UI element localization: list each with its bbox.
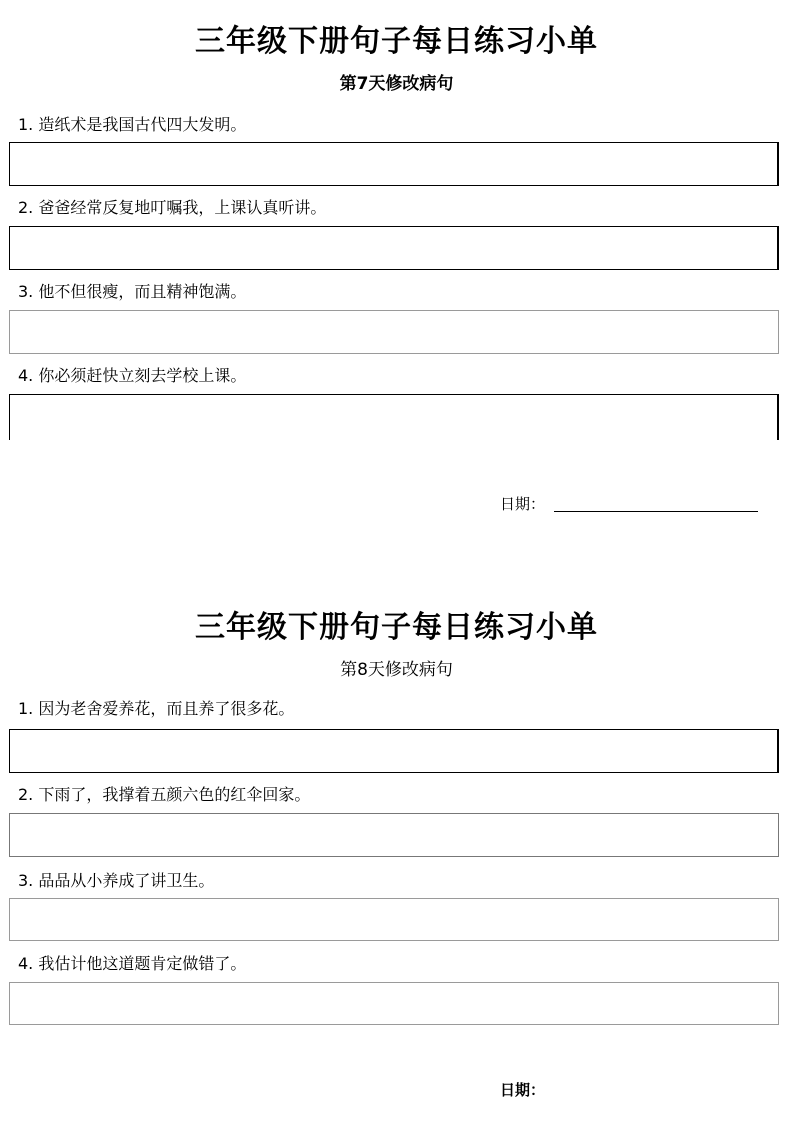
- question-1: 1. 造纸术是我国古代四大发明。: [18, 115, 247, 134]
- answer-box-1[interactable]: [9, 729, 779, 773]
- question-2: 2. 下雨了，我撑着五颜六色的红伞回家。: [18, 785, 311, 804]
- answer-box-4[interactable]: [9, 394, 779, 440]
- question-3: 3. 品品从小养成了讲卫生。: [18, 871, 215, 890]
- date-label: 日期：: [500, 495, 546, 513]
- question-2: 2. 爸爸经常反复地叮嘱我，上课认真听讲。: [18, 198, 327, 217]
- question-4: 4. 我估计他这道题肯定做错了。: [18, 954, 247, 973]
- question-1: 1. 因为老舍爱养花，而且养了很多花。: [18, 699, 295, 718]
- worksheet-title: 三年级下册句子每日练习小单: [195, 610, 598, 645]
- worksheet-title: 三年级下册句子每日练习小单: [195, 24, 598, 59]
- answer-box-1[interactable]: [9, 142, 779, 186]
- answer-box-2[interactable]: [9, 813, 779, 857]
- worksheet-subtitle: 第8天修改病句: [340, 660, 453, 680]
- question-4: 4. 你必须赶快立刻去学校上课。: [18, 366, 247, 385]
- date-label: 日期：: [500, 1081, 546, 1099]
- answer-box-3[interactable]: [9, 310, 779, 354]
- answer-box-3[interactable]: [9, 898, 779, 941]
- answer-box-4[interactable]: [9, 982, 779, 1025]
- date-line[interactable]: [554, 511, 758, 512]
- worksheet-subtitle: 第7天修改病句: [339, 74, 454, 94]
- answer-box-2[interactable]: [9, 226, 779, 270]
- question-3: 3. 他不但很瘦，而且精神饱满。: [18, 282, 247, 301]
